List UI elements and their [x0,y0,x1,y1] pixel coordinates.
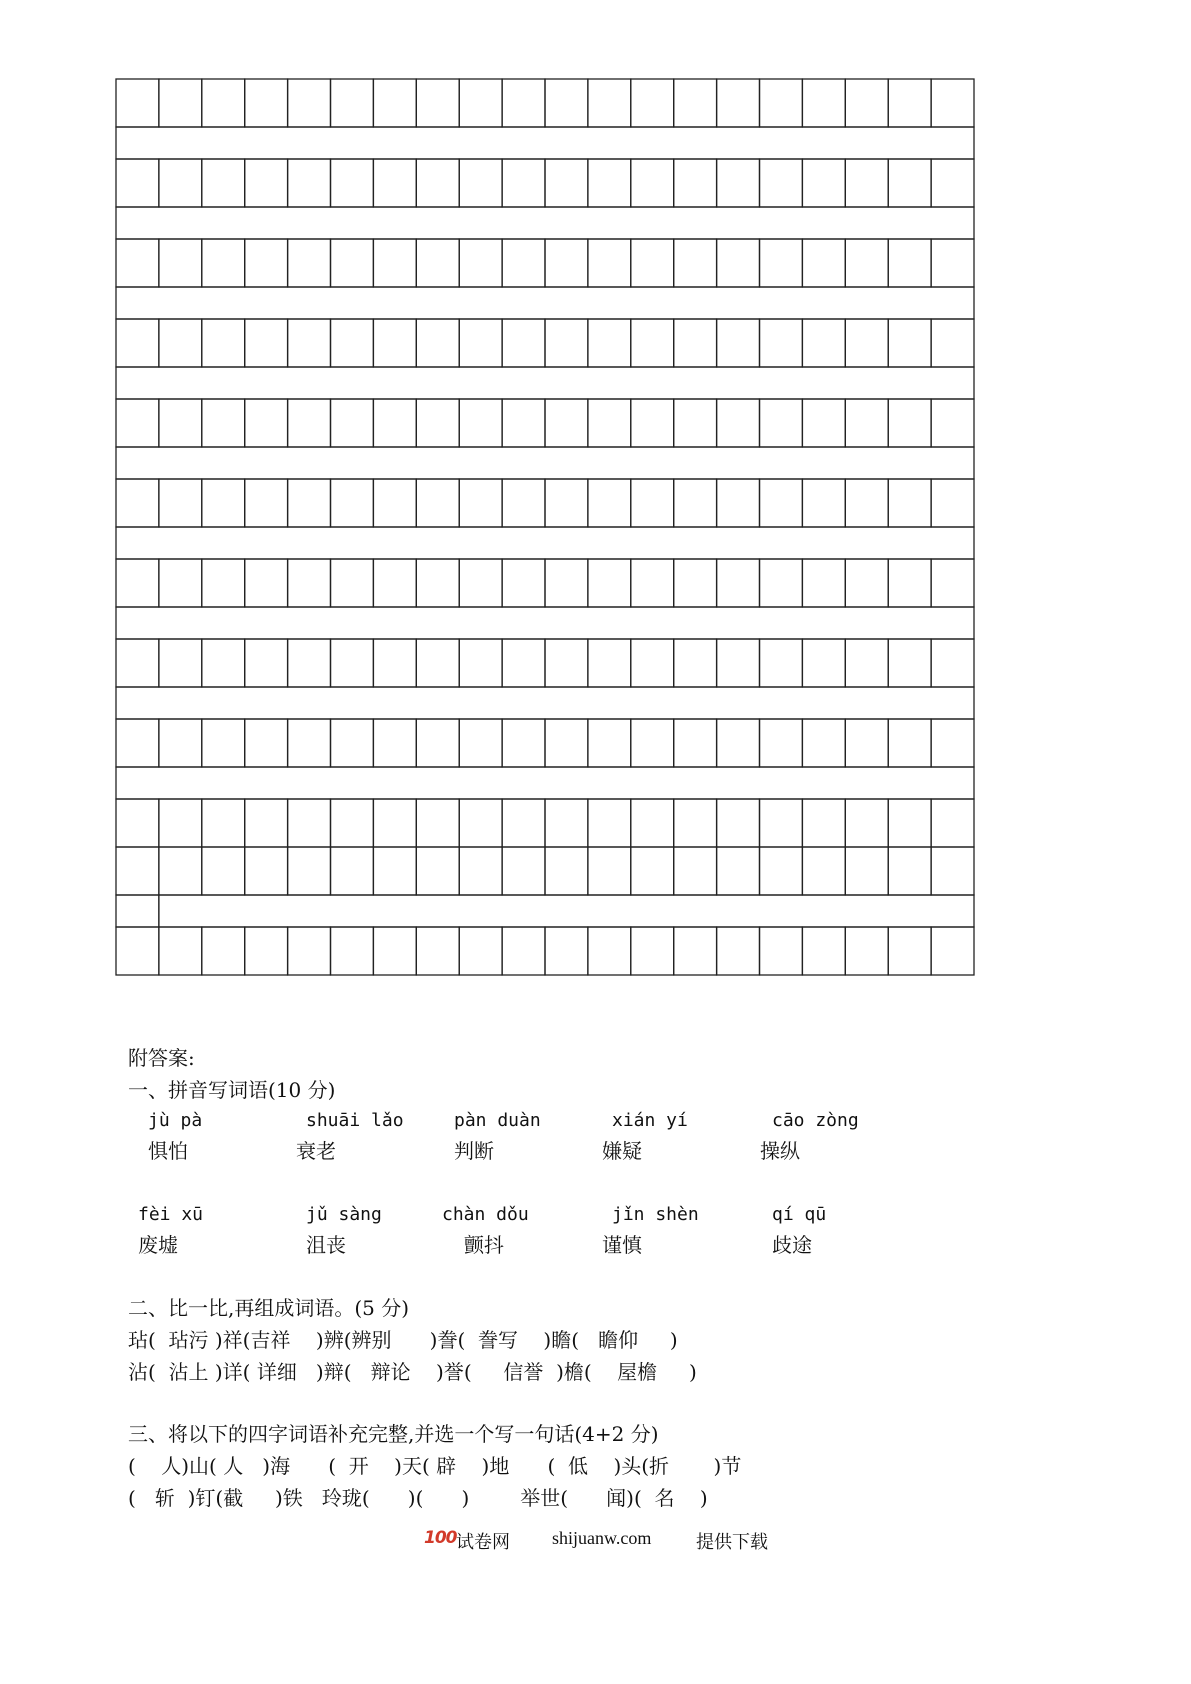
site-logo: 100 [424,1528,457,1548]
site-domain: shijuanw.com [552,1528,652,1548]
pinyin: jǔ sàng [306,1204,382,1225]
word: 操纵 [760,1139,800,1163]
section2-line2: 沾( 沾上 )详( 详细 )辩( 辩论 )誉( 信誉 )檐( 屋檐 ) [128,1360,697,1384]
answer-heading: 附答案: [128,1046,195,1070]
word: 嫌疑 [602,1139,642,1163]
section1-title: 一、拼音写词语(10 分) [128,1078,336,1102]
word: 衰老 [296,1139,336,1163]
word: 判断 [454,1139,494,1163]
pinyin: jǐn shèn [612,1204,699,1225]
section2-title: 二、比一比,再组成词语。(5 分) [128,1296,410,1320]
pinyin: jù pà [148,1110,203,1131]
pinyin: chàn dǒu [442,1204,529,1225]
word: 歧途 [772,1233,812,1257]
section3-line1: ( 人)山( 人 )海 ( 开 )天( 辟 )地 ( 低 )头(折 )节 [128,1454,742,1478]
provide-download-text: 提供下载 [696,1532,768,1553]
section2-line1: 玷( 玷污 )祥(吉祥 )辨(辨别 )誊( 誊写 )瞻( 瞻仰 ) [128,1328,678,1352]
pinyin: xián yí [612,1110,688,1131]
word: 惧怕 [148,1139,188,1163]
pinyin: qí qū [772,1204,827,1225]
pinyin: fèi xū [138,1204,204,1225]
section3-title: 三、将以下的四字词语补充完整,并选一个写一句话(4+2 分) [128,1422,659,1446]
word: 废墟 [138,1233,178,1257]
word: 颤抖 [464,1233,504,1257]
pinyin: cāo zòng [772,1110,859,1131]
pinyin: shuāi lǎo [306,1110,404,1131]
pinyin: pàn duàn [454,1110,541,1131]
section3-line2: ( 斩 )钉(截 )铁 玲珑( )( ) 举世( 闻)( 名 ) [128,1486,708,1510]
word: 谨慎 [602,1233,642,1257]
word: 沮丧 [306,1233,346,1257]
site-name: 试卷网 [456,1532,510,1553]
page-footer [0,1528,1191,1558]
